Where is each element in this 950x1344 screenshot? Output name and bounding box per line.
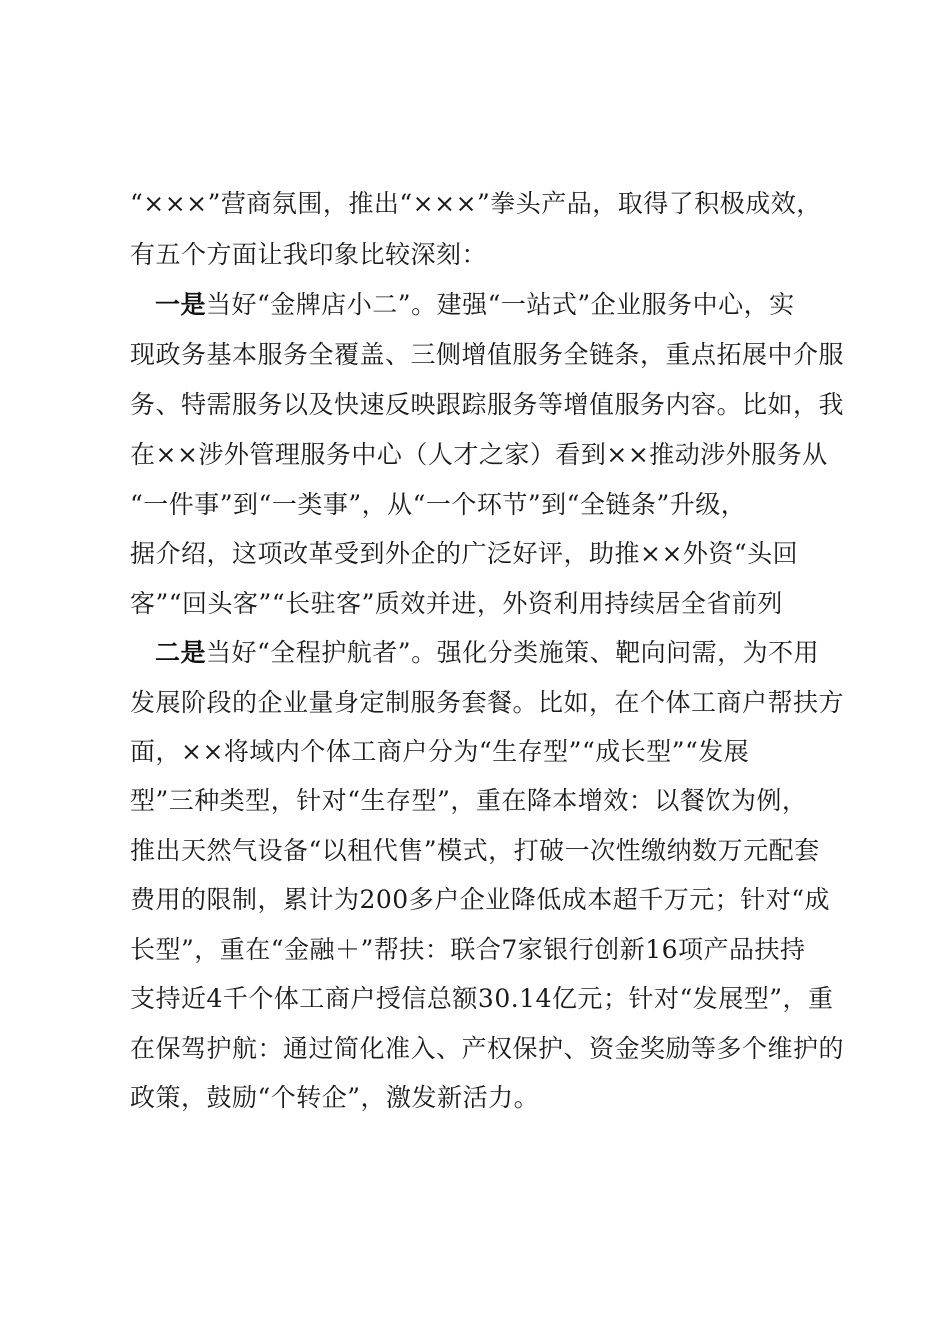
point-two-line-3: 面，××将域内个体工商户分为“生存型”“成长型”“发展 — [130, 737, 750, 766]
point-one-line-6: 据介绍，这项改革受到外企的广泛好评，助推××外资“头回 — [130, 539, 799, 568]
point-two-line-7: 长型”，重在“金融＋”帮扶：联合7家银行创新16项产品扶持 — [130, 935, 806, 964]
point-two-line-10: 政策，鼓励“个转企”，激发新活力。 — [130, 1083, 540, 1112]
point-one-line-2: 现政务基本服务全覆盖、三侧增值服务全链条，重点拓展中介服 — [130, 340, 845, 369]
point-one-line-1-text: 当好“金牌店小二”。建强“一站式”企业服务中心，实 — [206, 290, 795, 319]
point-two-line-2: 发展阶段的企业量身定制服务套餐。比如，在个体工商户帮扶方 — [130, 688, 845, 717]
point-two-line-6: 费用的限制，累计为200多户企业降低成本超千万元；针对“成 — [130, 885, 831, 914]
point-one-line-3: 务、特需服务以及快速反映跟踪服务等增值服务内容。比如，我 — [130, 390, 845, 419]
point-two-line-1-text: 当好“全程护航者”。强化分类施策、靶向问需，为不用 — [206, 638, 820, 667]
intro-line-1: “×××”营商氛围，推出“×××”拳头产品，取得了积极成效， — [130, 189, 822, 218]
point-one-line-4: 在××涉外管理服务中心（人才之家）看到××推动涉外服务从 — [130, 440, 828, 469]
point-one-line-7: 客”“回头客”“长驻客”质效并进，外资利用持续居全省前列 — [130, 589, 783, 618]
point-two-line-4: 型”三种类型，针对“生存型”，重在降本增效：以餐饮为例， — [130, 786, 808, 815]
point-one-lead: 一是 — [155, 290, 207, 319]
point-one-line-5: “一件事”到“一类事”，从“一个环节”到“全链条”升级， — [130, 490, 747, 519]
point-two-line-8: 支持近4千个体工商户授信总额30.14亿元；针对“发展型”，重 — [130, 984, 834, 1013]
point-one-line-1 — [155, 290, 795, 320]
point-two-line-1 — [155, 638, 819, 668]
intro-line-2: 有五个方面让我印象比较深刻： — [130, 240, 488, 269]
point-two-line-9: 在保驾护航：通过简化准入、产权保护、资金奖励等多个维护的 — [130, 1034, 845, 1063]
point-two-lead: 二是 — [155, 638, 207, 667]
point-two-line-5: 推出天然气设备“以租代售”模式，打破一次性缴纳数万元配套 — [130, 836, 820, 865]
